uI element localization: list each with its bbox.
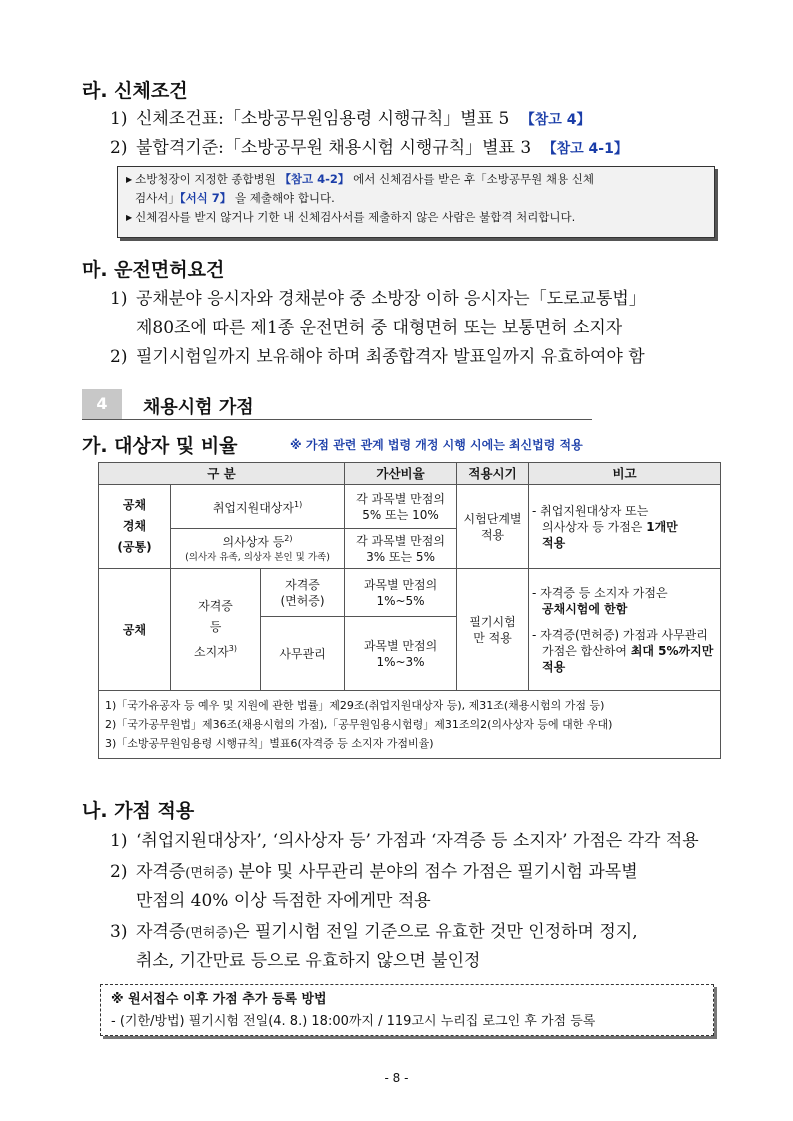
cell-common: 공채 경채 (공통) [99,485,171,569]
header-rate: 가산비율 [345,463,457,485]
na-item-2-cont: 만점의 40% 이상 득점한 자에게만 적용 [136,891,431,911]
na-item-2: 2) 자격증(면허증) 분야 및 사무관리 분야의 점수 가점은 필기시험 과목별 [110,862,638,882]
cell-timing-1: 시험단계별 적용 [457,485,529,569]
page-number: - 8 - [384,1071,409,1085]
ma-item-1-cont: 제80조에 따른 제1종 운전면허 중 대형면허 또는 보통면허 소지자 [136,318,623,338]
table-footnotes: 1)「국가유공자 등 예우 및 지원에 관한 법률」제29조(취업지원대상자 등), 제31조(채용시험의 가점 등) 2)「국가공무원법」제36조(채용시험의 가점),「공무원임용시험령」제31조의2(의사상자 등에 대한 우대) 3)「소방공무원임용령 시행규칙」별표6(자격증 등 소지자 가점비율) [99,691,721,759]
cell-rate-2: 각 과목별 만점의 3% 또는 5% [345,529,457,569]
cell-rate-1: 각 과목별 만점의 5% 또는 10% [345,485,457,529]
header-timing: 적용시기 [457,463,529,485]
cell-cert-rate: 과목별 만점의 1%~5% [345,569,457,617]
cell-cert-holders: 자격증 등 소지자$^{3)}$ [171,569,261,691]
na-item-1: 1) ‘취업지원대상자’, ‘의사상자 등’ 가점과 ‘자격증 등 소지자’ 가점은 각각 적용 [110,831,699,851]
cell-timing-2: 필기시험 만 적용 [457,569,529,691]
cell-rescuer: 의사상자 등$^{2)}$ (의사자 유족, 의상자 본인 및 가족) [171,529,345,569]
note-line-3: ▶ 신체검사를 받지 않거나 기한 내 신체검사서를 제출하지 않은 사람은 불합격 처리합니다. [126,210,576,224]
section-underline [82,419,592,420]
header-remarks: 비고 [529,463,721,485]
section-number: 4 [96,394,108,413]
na-item-3: 3) 자격증(면허증)은 필기시험 전일 기준으로 유효한 것만 인정하며 정지, [110,922,638,942]
header-category: 구 분 [99,463,345,485]
section-na-title: 나. 가점 적용 [82,800,195,822]
ref-4-1: 【참고 4-1】 [542,141,628,157]
cell-remark-2: - 자격증 등 소지자 가점은 공채시험에 한함 - 자격증(면허증) 가점과 사무관리 가점은 합산하여 최대 5%까지만 적용 [529,569,721,691]
health-check-note [117,166,715,238]
registration-title: ※ 원서접수 이후 가점 추가 등록 방법 [111,992,327,1007]
ra-item-1: 1) 신체조건표:「소방공무원임용령 시행규칙」별표 5 【참고 4】 [110,109,591,129]
ma-item-2: 2) 필기시험일까지 보유해야 하며 최종합격자 발표일까지 유효하여야 함 [110,347,645,367]
cell-remark-1: - 취업지원대상자 또는 의사상자 등 가점은 1개만 적용 [529,485,721,569]
cell-office-label: 사무관리 [261,617,345,691]
triangle-bullet-icon: ▶ [126,175,133,184]
cell-office-rate: 과목별 만점의 1%~3% [345,617,457,691]
bonus-table [98,462,721,759]
note-line-2: 검사서」【서식 7】 을 제출해야 합니다. [135,191,335,205]
cell-cert-label: 자격증 (면허증) [261,569,345,617]
law-notice: ※ 가점 관련 관계 법령 개정 시행 시에는 최신법령 적용 [290,438,583,452]
cell-gongchae: 공채 [99,569,171,691]
section-ma-title: 마. 운전면허요건 [82,259,225,281]
triangle-bullet-icon: ▶ [126,213,133,222]
ra-item-2: 2) 불합격기준:「소방공무원 채용시험 시행규칙」별표 3 【참고 4-1】 [110,138,628,158]
registration-box [100,984,714,1036]
na-item-3-cont: 취소, 기간만료 등으로 유효하지 않으면 불인정 [136,951,481,971]
section-ra-title: 라. 신체조건 [82,80,188,102]
registration-line: - (기한/방법) 필기시험 전일(4. 8.) 18:00까지 / 119고시 누리집 로그인 후 가점 등록 [111,1014,596,1029]
ma-item-1: 1) 공채분야 응시자와 경채분야 중 소방장 이하 응시자는「도로교통법」 [110,289,646,309]
note-line-1: ▶ 소방청장이 지정한 종합병원 【참고 4-2】 에서 신체검사를 받은 후「소방공무원 채용 신체 [126,172,594,186]
cell-employment-support: 취업지원대상자$^{1)}$ [171,485,345,529]
ref-4: 【참고 4】 [520,112,591,128]
section-4-title: 채용시험 가점 [143,397,254,418]
section-ga-title: 가. 대상자 및 비율 [82,435,238,457]
